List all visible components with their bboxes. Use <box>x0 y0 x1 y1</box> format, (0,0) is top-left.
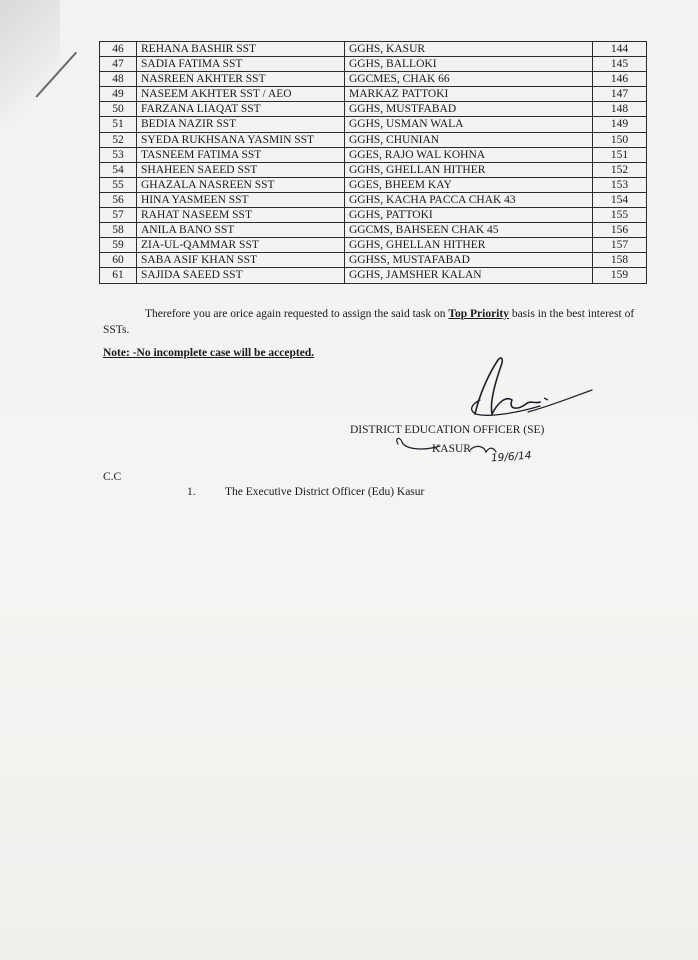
name-cell: HINA YASMEEN SST <box>137 192 345 207</box>
page-number-cell: 155 <box>593 208 647 223</box>
name-cell: SABA ASIF KHAN SST <box>137 253 345 268</box>
page-number-cell: 145 <box>593 57 647 72</box>
school-cell: GGHS, KASUR <box>345 42 593 57</box>
serial-number-cell: 59 <box>100 238 137 253</box>
officer-designation: DISTRICT EDUCATION OFFICER (SE) <box>350 424 545 436</box>
serial-number-cell: 51 <box>100 117 137 132</box>
serial-number-cell: 49 <box>100 87 137 102</box>
page-number-cell: 159 <box>593 268 647 283</box>
page-number-cell: 150 <box>593 132 647 147</box>
paragraph-text-end: basis in the best interest of SSTs. <box>103 308 635 336</box>
serial-number-cell: 58 <box>100 223 137 238</box>
school-cell: GGHS, MUSTFABAD <box>345 102 593 117</box>
serial-number-cell: 46 <box>100 42 137 57</box>
serial-number-cell: 55 <box>100 177 137 192</box>
page-number-cell: 156 <box>593 223 647 238</box>
name-cell: RAHAT NASEEM SST <box>137 208 345 223</box>
page-number-cell: 151 <box>593 147 647 162</box>
handwritten-signature <box>380 352 600 462</box>
table-row <box>100 87 647 102</box>
cc-item-text: The Executive District Officer (Edu) Kasur <box>225 486 425 498</box>
request-paragraph <box>103 306 663 338</box>
school-cell: GGHS, GHELLAN HITHER <box>345 162 593 177</box>
table-row <box>100 117 647 132</box>
school-cell: GGES, RAJO WAL KOHNA <box>345 147 593 162</box>
school-cell: GGCMES, CHAK 66 <box>345 72 593 87</box>
school-cell: GGHSS, MUSTAFABAD <box>345 253 593 268</box>
cc-item <box>187 486 424 498</box>
table-row <box>100 177 647 192</box>
serial-number-cell: 47 <box>100 57 137 72</box>
serial-number-cell: 48 <box>100 72 137 87</box>
school-cell: MARKAZ PATTOKI <box>345 87 593 102</box>
page-number-cell: 147 <box>593 87 647 102</box>
cc-label: C.C <box>103 471 122 483</box>
serial-number-cell: 57 <box>100 208 137 223</box>
school-cell: GGHS, GHELLAN HITHER <box>345 238 593 253</box>
serial-number-cell: 56 <box>100 192 137 207</box>
table-row <box>100 102 647 117</box>
name-cell: GHAZALA NASREEN SST <box>137 177 345 192</box>
page-number-cell: 157 <box>593 238 647 253</box>
page-number-cell: 158 <box>593 253 647 268</box>
table-row <box>100 268 647 283</box>
table-row <box>100 192 647 207</box>
table-row <box>100 162 647 177</box>
officer-location: KASUR <box>432 443 471 455</box>
page-number-cell: 148 <box>593 102 647 117</box>
paragraph-text-start: Therefore you are orice again requested to assign the said task on <box>145 308 449 320</box>
school-cell: GGHS, BALLOKI <box>345 57 593 72</box>
name-cell: FARZANA LIAQAT SST <box>137 102 345 117</box>
school-cell: GGHS, USMAN WALA <box>345 117 593 132</box>
name-cell: BEDIA NAZIR SST <box>137 117 345 132</box>
serial-number-cell: 61 <box>100 268 137 283</box>
school-cell: GGHS, JAMSHER KALAN <box>345 268 593 283</box>
staff-table-body <box>100 42 647 284</box>
serial-number-cell: 60 <box>100 253 137 268</box>
serial-number-cell: 53 <box>100 147 137 162</box>
table-row <box>100 72 647 87</box>
name-cell: ANILA BANO SST <box>137 223 345 238</box>
school-cell: GGES, BHEEM KAY <box>345 177 593 192</box>
name-cell: REHANA BASHIR SST <box>137 42 345 57</box>
serial-number-cell: 54 <box>100 162 137 177</box>
name-cell: SAJIDA SAEED SST <box>137 268 345 283</box>
cc-item-number: 1. <box>187 486 196 498</box>
table-row <box>100 253 647 268</box>
page-number-cell: 154 <box>593 192 647 207</box>
table-row <box>100 147 647 162</box>
school-cell: GGHS, PATTOKI <box>345 208 593 223</box>
serial-number-cell: 50 <box>100 102 137 117</box>
school-cell: GGHS, KACHA PACCA CHAK 43 <box>345 192 593 207</box>
page-number-cell: 144 <box>593 42 647 57</box>
serial-number-cell: 52 <box>100 132 137 147</box>
table-row <box>100 57 647 72</box>
name-cell: NASREEN AKHTER SST <box>137 72 345 87</box>
school-cell: GGHS, CHUNIAN <box>345 132 593 147</box>
signature-date: 19/6/14 <box>490 449 532 465</box>
name-cell: NASEEM AKHTER SST / AEO <box>137 87 345 102</box>
school-cell: GGCMS, BAHSEEN CHAK 45 <box>345 223 593 238</box>
table-row <box>100 238 647 253</box>
staff-table <box>99 41 647 284</box>
table-row <box>100 208 647 223</box>
page-number-cell: 152 <box>593 162 647 177</box>
table-row <box>100 42 647 57</box>
name-cell: SADIA FATIMA SST <box>137 57 345 72</box>
top-priority-emphasis: Top Priority <box>448 308 509 320</box>
name-cell: TASNEEM FATIMA SST <box>137 147 345 162</box>
page-number-cell: 146 <box>593 72 647 87</box>
name-cell: SYEDA RUKHSANA YASMIN SST <box>137 132 345 147</box>
page-fold-shadow <box>0 0 60 130</box>
name-cell: SHAHEEN SAEED SST <box>137 162 345 177</box>
table-row <box>100 132 647 147</box>
name-cell: ZIA-UL-QAMMAR SST <box>137 238 345 253</box>
note-line: Note: -No incomplete case will be accepted. <box>103 347 315 359</box>
table-row <box>100 223 647 238</box>
page-number-cell: 149 <box>593 117 647 132</box>
page-number-cell: 153 <box>593 177 647 192</box>
